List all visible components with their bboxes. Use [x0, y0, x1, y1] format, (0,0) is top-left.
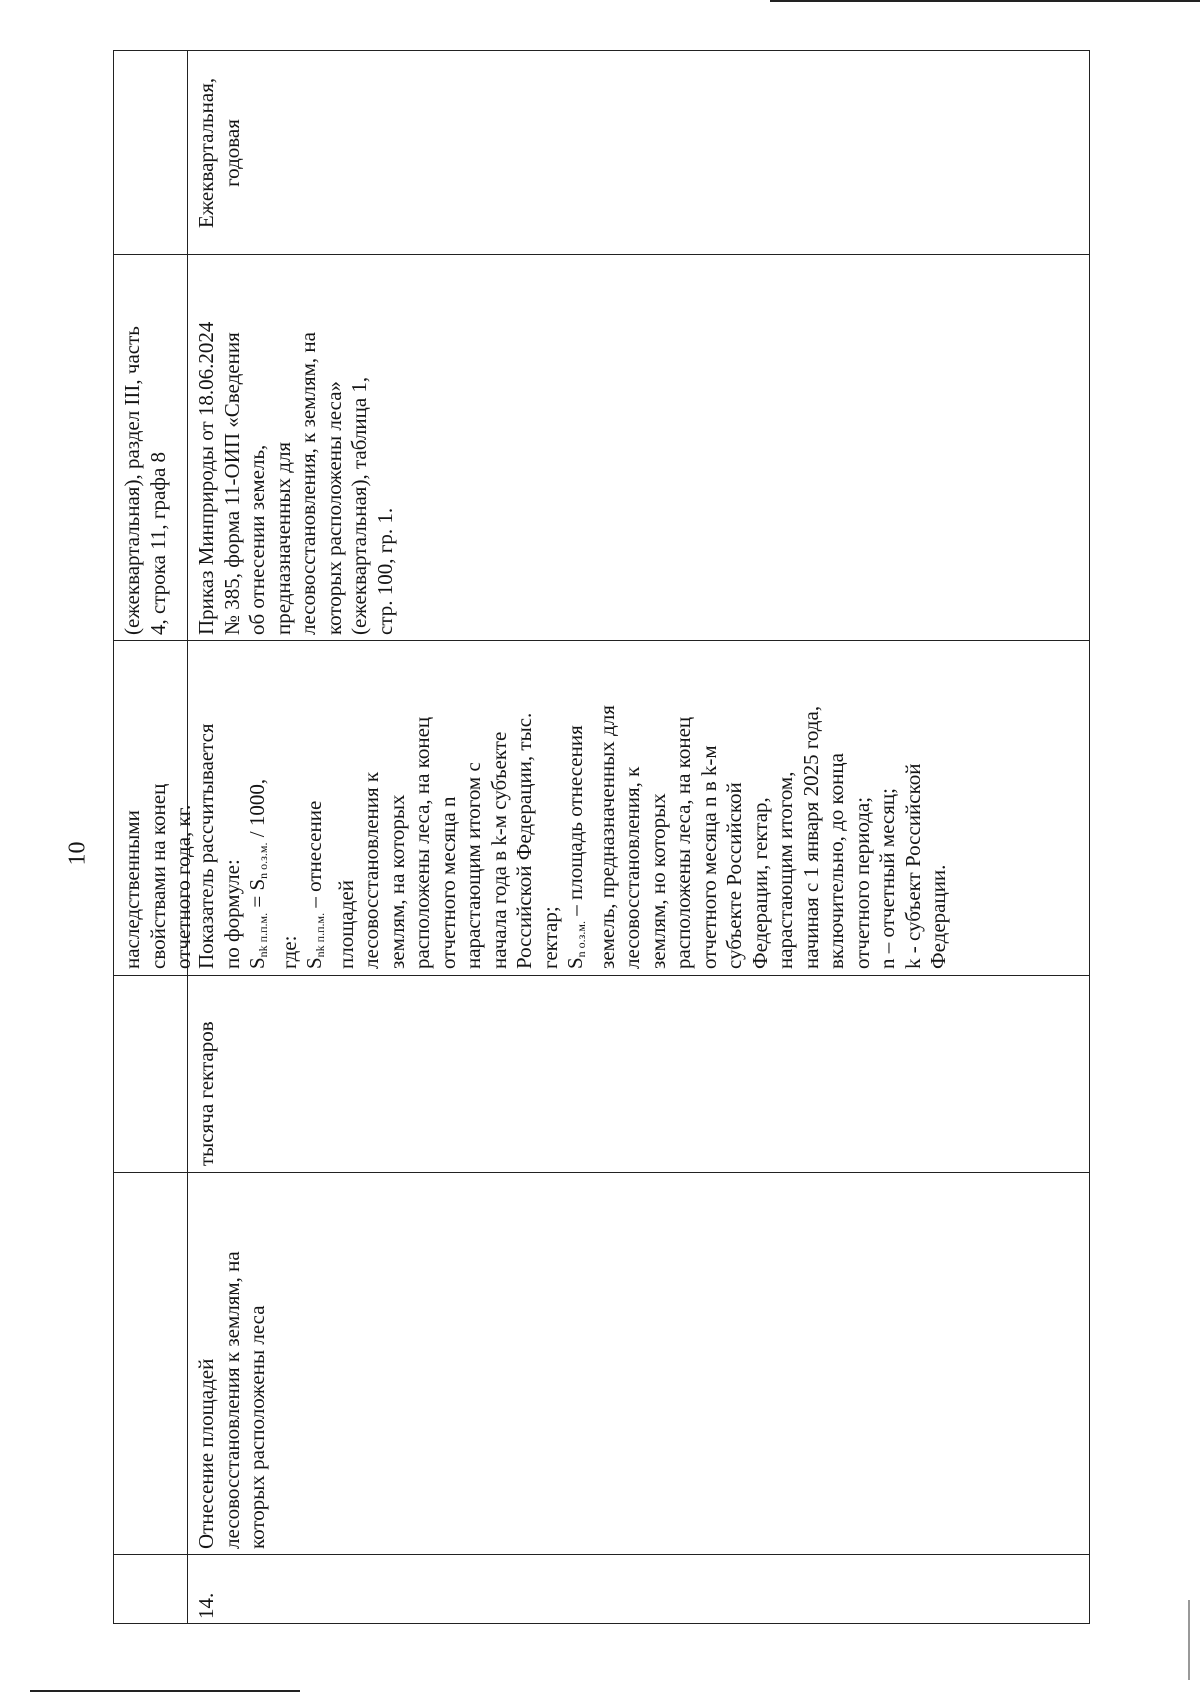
indicator-table: [113, 50, 1090, 1624]
continuation-source-text: (ежеквартальная), раздел III, часть 4, строка 11, графа 8: [120, 326, 170, 635]
unit-cell: [188, 976, 1091, 1172]
scan-mark-top: [770, 0, 1200, 2]
formula-sub2: n о.з.м.: [256, 842, 270, 879]
definition-2-symbol: S: [563, 957, 587, 969]
source-text: Приказ Минприроды от 18.06.2024 № 385, форма 11-ОИП «Сведения об отнесении земель, предназначенных для лесовосстановления, к землям, на которых расположены леса» (ежеквартальная), таблица 1, стр. 100, гр. 1.: [194, 321, 397, 635]
page-number: 10: [64, 841, 91, 866]
indicator-name-cell: [188, 1173, 1091, 1554]
continuation-indicator-text: наследственными свойствами на конец отчетного года, кг.: [120, 783, 195, 969]
formula-rest: / 1000,: [245, 778, 269, 843]
definition-2-text: – площадь отнесения земель, предназначенных для лесовосстановления, к землям, но которых расположены леса, на конец отчетного месяца n в k-м субъекте Российской Федерации, гектар, нарастающим итогом, начиная с 1 января 2025 года, включительно, до конца отчетного периода; n – отчетный месяц; k - субъект Российской Федерации.: [563, 705, 950, 969]
calculation-method-cell: [188, 641, 1091, 975]
scan-mark-bottom: [30, 1690, 300, 1692]
frequency-text: Ежеквартальная, годовая: [194, 77, 244, 229]
formula-s: S: [245, 957, 269, 969]
method-intro: Показатель рассчитывается по формуле:: [194, 723, 244, 969]
continuation-source-cell: [114, 255, 187, 640]
formula: [245, 639, 277, 969]
source-cell: [188, 255, 1091, 640]
definition-1-symbol: S: [302, 957, 326, 969]
method-where: где:: [276, 935, 301, 969]
row-number-cell: [188, 1555, 1091, 1625]
frequency-cell: [188, 51, 1091, 254]
definition-2: [563, 639, 952, 969]
indicator-name: Отнесение площадей лесовосстановления к землям, на которых расположены леса: [194, 1251, 269, 1549]
continuation-indicator-cell: [114, 641, 195, 975]
formula-eq: = S: [245, 878, 269, 913]
unit-of-measure: тысяча гектаров: [194, 1021, 218, 1166]
definition-1: [302, 639, 563, 969]
row-number: 14.: [194, 1592, 218, 1619]
scan-mark-right: [1188, 1600, 1190, 1680]
formula-sub: nk п.п.м.: [256, 912, 270, 958]
definition-2-sub: n о.з.м.: [574, 920, 588, 958]
definition-1-text: – отнесение площадей лесовосстановления к землям, на которых расположены леса, на конец отчетного месяца n нарастающим итогом с начала года в k-м субъекте Российской Федерации, тыс. гектар;: [302, 712, 562, 969]
definition-1-sub: nk п.п.м.: [313, 912, 327, 958]
